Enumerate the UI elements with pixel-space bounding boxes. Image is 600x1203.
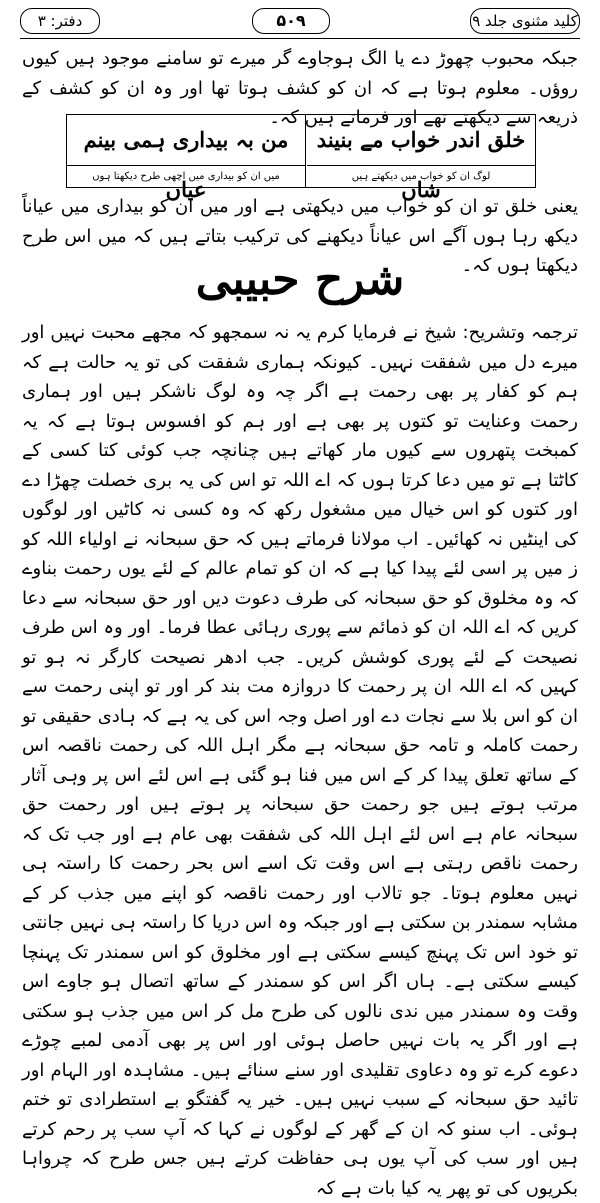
verse-left-translation: میں ان کو بیداری میں اچھی طرح دیکھتا ہوں — [67, 165, 306, 188]
commentary-body: ترجمہ وتشریح: شیخ نے فرمایا کرم یہ نہ سمجھو کہ مجھے محبت نہیں اور میرے دل میں شفقت نہیں۔ کیونکہ ہماری شفقت کی تو یہ حالت ہے کہ ہم کو کفار پر بھی رحمت ہے اگر چہ وہ لوگ ناشکر ہیں اور ہماری رحمت وعنایت تو کتوں پر بھی ہے اور ہم کو افسوس ہوتا ہے کہ یہ کمبخت پتھروں سے کیوں مار کھاتے ہیں چنانچہ جب کوئی کتا کسی کے کاٹتا ہے تو میں دعا کرتا ہوں کہ اے اللہ تو اس کی یہ بری خصلت چھڑا دے اور کتوں کو اس خیال میں مشغول رکھ کہ وہ کسی نہ کاٹیں اور لوگوں کی اینٹیں نہ کھائیں۔ اب مولانا فرماتے ہیں کہ حق سبحانہ نے اولیاء اللہ کو ز میں پر اسی لئے پیدا کیا ہے کہ ان کو تمام عالم کے لئے یوں رحمت بناوے کہ وہ مخلوق کو حق سبحانہ کی طرف دعوت دیں اور حق سبحانہ سے دعا کریں کہ اے اللہ ان کو ذمائم سے پوری رہائی عطا فرما۔ اور وہ اس طرف نصیحت کے لئے پوری کوشش کریں۔ جب ادھر نصیحت کارگر نہ ہو تو کہیں کہ اے اللہ ان پر رحمت کا دروازہ مت بند کر اور تو اپنی رحمت سے ان کو اس بلا سے نجات دے اور اصل وجہ اس کی یہ ہے کہ ہادی حقیقی تو رحمت کاملہ و تامہ حق سبحانہ ہے مگر اہل اللہ کی رحمت ناقصہ اس کے ساتھ تعلق پیدا کر کے اس میں فنا ہو گئی ہے اس لئے اس پر وہی آثار مرتب ہوتے ہیں جو رحمت حق سبحانہ پر ہوتے ہیں اور رحمت حق سبحانہ عام ہے اس لئے اہل اللہ کی شفقت بھی عام ہے اور جب تک کہ رحمت ناقص رہتی ہے اس وقت تک اسے اس بحر رحمت کا راستہ ہی نہیں معلوم ہوتا۔ جو تالاب اور رحمت ناقصہ کو اپنے میں جذب کر کے مشابہ سمندر بن سکتی ہے اور جبکہ وہ اس دریا کا راستہ ہی نہیں جانتی تو خود اس تک پہنچ کیسے سکتی ہے اور مخلوق کو اس سمندر تک پہنچا کیسے سکتی ہے۔ ہاں اگر اس کو سمندر کے ساتھ اتصال ہو جاوے اس وقت وہ سمندر میں ندی نالوں کی طرح مل کر اس میں جذب ہو سکتی ہے اور اگر یہ بات نہیں حاصل ہوئی اور اس پر بھی آدمی لمبے چوڑے دعوے کرے تو وہ دعاوی تقلیدی اور سنے سنائے ہیں۔ مشاہدہ اور الہام اور تائید حق سبحانہ کے سبب نہیں ہیں۔ خیر یہ گفتگو بے استطرادی تو ختم ہوئی۔ اب سنو کہ ان کے گھر کے لوگوں نے کہا کہ آپ سب پر رحم کرتے ہیں اور سب کی آپ یوں ہی حفاظت کرتے ہیں جس طرح کہ چرواہا بکریوں کی تو پھر یہ کیا بات ہے کہ — [22, 322, 578, 1199]
volume-badge: دفتر: ۳ — [20, 8, 100, 34]
verse-right-hemistich: خلق اندر خواب مے بنیند شاں — [316, 127, 526, 202]
section-title: شرح حبیبی — [195, 254, 405, 305]
page-header — [20, 8, 580, 34]
verse-explanation: یعنی خلق تو ان کو خواب میں دیکھتی ہے اور میں ان کو بیداری میں عیاناً دیکھ رہا ہوں آگے اس عیاناً دیکھنے کی ترکیب بتاتے ہیں کہ میں اس طرح دیکھتا ہوں کہ۔ — [22, 196, 578, 276]
intro-paragraph: جبکہ محبوب چھوڑ دے یا الگ ہوجاوے گر میرے تو سامنے موجود ہیں کیوں روؤں۔ معلوم ہوتا ہے کہ ان کو کشف ہوتا تھا اور وہ ان کو کشف کے ذریعہ سے دیکھتے تھے اور فرماتے ہیں کہ۔ — [22, 48, 578, 128]
header-rule — [20, 38, 580, 39]
book-title-badge: کلید مثنوی جلد ۹ — [470, 8, 580, 34]
verse-left-hemistich: من بہ بیداری ہمی بینم عیاں — [67, 115, 306, 165]
verse-box — [66, 114, 536, 202]
verse-right-translation: لوگ ان کو خواب میں دیکھتے ہیں — [307, 165, 535, 188]
page-number-badge: ۵۰۹ — [252, 8, 330, 34]
